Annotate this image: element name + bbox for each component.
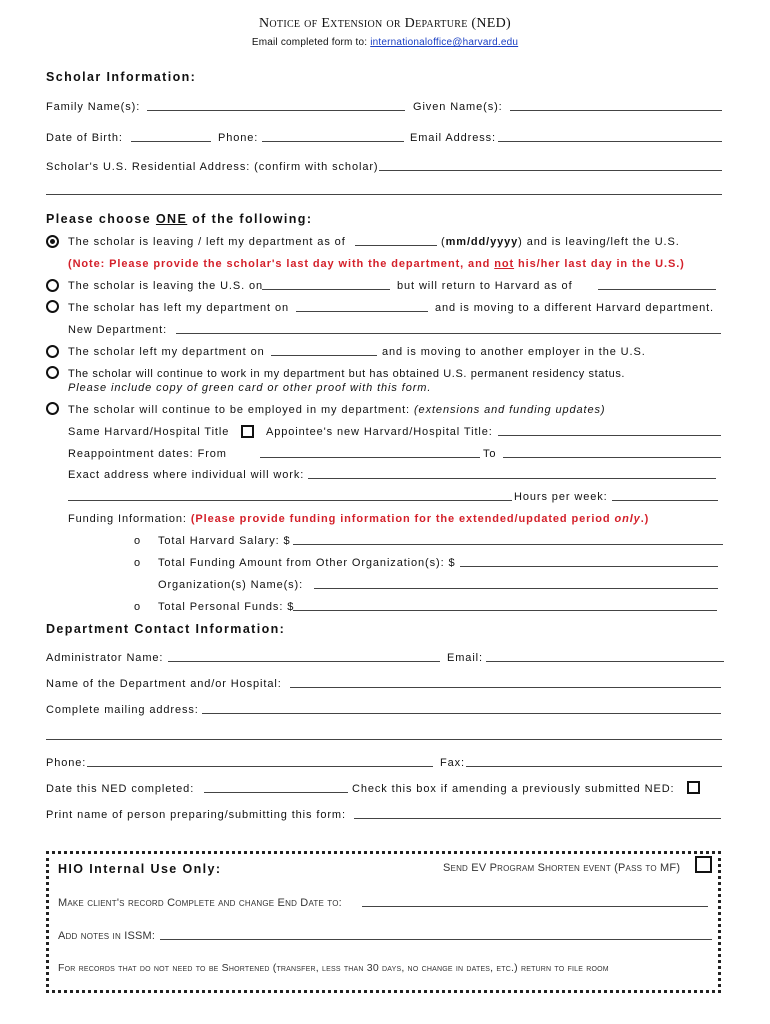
- new-dept-label: New Department:: [68, 324, 168, 336]
- mailing-label: Complete mailing address:: [46, 704, 199, 716]
- reappt-from-label: Reappointment dates: From: [68, 448, 227, 460]
- new-dept-field[interactable]: [176, 324, 721, 334]
- amend-checkbox[interactable]: [687, 781, 700, 794]
- address-field-2[interactable]: [46, 185, 722, 195]
- green-card-note: Please include copy of green card or other proof with this form.: [68, 382, 432, 394]
- scholar-heading: Scholar Information:: [46, 70, 197, 84]
- choose-heading: [46, 212, 312, 226]
- dob-field[interactable]: [131, 132, 211, 142]
- email-instruction: [0, 37, 770, 48]
- note-not: not: [494, 258, 515, 270]
- bullet: o: [134, 535, 142, 547]
- address-label: Scholar's U.S. Residential Address: (confirm with scholar): [46, 161, 379, 173]
- option-other-employer-radio[interactable]: [46, 345, 59, 358]
- option-leaving-label: The scholar is leaving / left my department as of: [68, 236, 346, 248]
- same-title-checkbox[interactable]: [241, 425, 254, 438]
- send-ev-label: Send EV Program Shorten event (Pass to MF): [443, 862, 681, 874]
- given-name-field[interactable]: [510, 101, 722, 111]
- funding-note: [191, 513, 649, 525]
- end-date-field[interactable]: [362, 897, 708, 907]
- phone-label: Phone:: [218, 132, 259, 144]
- option-green-card-radio[interactable]: [46, 366, 59, 379]
- dept-name-field[interactable]: [290, 678, 721, 688]
- fax-label: Fax:: [440, 757, 465, 769]
- new-title-label: Appointee's new Harvard/Hospital Title:: [266, 426, 493, 438]
- mailing-field-2[interactable]: [46, 730, 722, 740]
- personal-funds-field[interactable]: [293, 601, 717, 611]
- dept-phone-label: Phone:: [46, 757, 87, 769]
- family-name-field[interactable]: [147, 101, 405, 111]
- harvard-salary-label: Total Harvard Salary: $: [158, 535, 291, 547]
- send-ev-checkbox[interactable]: [695, 856, 712, 873]
- dept-email-label: Email:: [447, 652, 483, 664]
- note-b: his/her last day in the U.S.): [514, 258, 685, 270]
- address-field[interactable]: [379, 161, 722, 171]
- leaving-format: [441, 236, 680, 248]
- bullet: o: [134, 601, 142, 613]
- email-prefix: Email completed form to:: [251, 37, 371, 48]
- date-ned-label: Date this NED completed:: [46, 783, 195, 795]
- org-names-field[interactable]: [314, 579, 718, 589]
- admin-label: Administrator Name:: [46, 652, 164, 664]
- dob-label: Date of Birth:: [46, 132, 123, 144]
- new-title-field[interactable]: [498, 426, 721, 436]
- email-link[interactable]: internationaloffice@harvard.edu: [370, 37, 519, 48]
- choose-heading-pre: Please choose: [46, 212, 156, 226]
- dept-heading: Department Contact Information:: [46, 622, 286, 636]
- email-field[interactable]: [498, 132, 722, 142]
- org-names-label: Organization(s) Name(s):: [158, 579, 304, 591]
- amend-label: Check this box if amending a previously submitted NED:: [352, 783, 675, 795]
- hours-label: Hours per week:: [514, 491, 608, 503]
- leave-us-date-field[interactable]: [262, 280, 390, 290]
- option-return-radio[interactable]: [46, 279, 59, 292]
- choose-heading-one: ONE: [155, 212, 188, 226]
- return-date-field[interactable]: [598, 280, 716, 290]
- reappt-to-label: To: [483, 448, 497, 460]
- note-a: (Note: Please provide the scholar's last day with the department, and: [68, 258, 495, 270]
- funding-note-a: (Please provide funding information for the extended/updated period: [190, 513, 615, 525]
- reappt-from-field[interactable]: [260, 448, 480, 458]
- option-other-employer-label: The scholar left my department on: [68, 346, 265, 358]
- other-employer-label: and is moving to another employer in the U.S.: [382, 346, 646, 358]
- leaving-date-field[interactable]: [355, 236, 437, 246]
- reappt-to-field[interactable]: [503, 448, 721, 458]
- hio-heading: HIO Internal Use Only:: [58, 862, 222, 876]
- mailing-field[interactable]: [202, 704, 721, 714]
- fmt-close: ) and is leaving/left the U.S.: [518, 236, 680, 248]
- return-label: but will return to Harvard as of: [397, 280, 573, 292]
- other-funding-field[interactable]: [460, 557, 718, 567]
- notes-field[interactable]: [160, 930, 712, 940]
- exact-address-label: Exact address where individual will work:: [68, 469, 305, 481]
- other-funding-label: Total Funding Amount from Other Organization(s): $: [158, 557, 456, 569]
- fax-field[interactable]: [466, 757, 722, 767]
- personal-funds-label: Total Personal Funds: $: [158, 601, 295, 613]
- given-name-label: Given Name(s):: [413, 101, 503, 113]
- option-harvard-dept-label: The scholar has left my department on: [68, 302, 290, 314]
- fmt-text: mm/dd/yyyy: [445, 236, 519, 248]
- choose-heading-post: of the following:: [187, 212, 313, 226]
- continue-b: (extensions and funding updates): [413, 404, 606, 416]
- option-return-label: The scholar is leaving the U.S. on: [68, 280, 264, 292]
- dept-phone-field[interactable]: [87, 757, 433, 767]
- option-green-card-label: The scholar will continue to work in my department but has obtained U.S. permanent residency status.: [68, 368, 626, 380]
- print-name-label: Print name of person preparing/submitting this form:: [46, 809, 346, 821]
- moving-dept-label: and is moving to a different Harvard department.: [435, 302, 715, 314]
- continue-a: The scholar will continue to be employed in my department:: [68, 404, 411, 416]
- note-text: [68, 258, 685, 270]
- funding-note-only: only: [614, 513, 641, 525]
- harvard-salary-field[interactable]: [293, 535, 723, 545]
- family-name-label: Family Name(s):: [46, 101, 141, 113]
- exact-address-field[interactable]: [308, 469, 716, 479]
- fmt-open: (: [441, 236, 446, 248]
- exact-address-field-2[interactable]: [68, 491, 512, 501]
- admin-field[interactable]: [168, 652, 440, 662]
- email-label: Email Address:: [410, 132, 496, 144]
- left-dept-date-field[interactable]: [296, 302, 428, 312]
- make-complete-label: Make client's record Complete and change End Date to:: [58, 897, 342, 909]
- option-continue-label: [68, 404, 605, 416]
- dept-email-field[interactable]: [486, 652, 724, 662]
- hours-field[interactable]: [612, 491, 718, 501]
- option-continue-radio[interactable]: [46, 402, 59, 415]
- other-employer-date-field[interactable]: [271, 346, 377, 356]
- form-title: Notice of Extension or Departure (NED): [258, 16, 512, 31]
- print-name-field[interactable]: [354, 809, 721, 819]
- option-harvard-dept-radio[interactable]: [46, 300, 59, 313]
- funding-text: Funding Information:: [68, 513, 187, 525]
- funding-note-b: .): [640, 513, 650, 525]
- file-room-note: For records that do not need to be Shortened (transfer, less than 30 days, no change in dates, etc.) return to file room: [58, 962, 609, 974]
- dept-name-label: Name of the Department and/or Hospital:: [46, 678, 282, 690]
- date-ned-field[interactable]: [204, 783, 348, 793]
- add-notes-label: Add notes in ISSM:: [58, 930, 156, 942]
- bullet: o: [134, 557, 142, 569]
- option-leaving-radio[interactable]: [46, 235, 59, 248]
- funding-label: [68, 513, 649, 525]
- same-title-label: Same Harvard/Hospital Title: [68, 426, 230, 438]
- phone-field[interactable]: [262, 132, 404, 142]
